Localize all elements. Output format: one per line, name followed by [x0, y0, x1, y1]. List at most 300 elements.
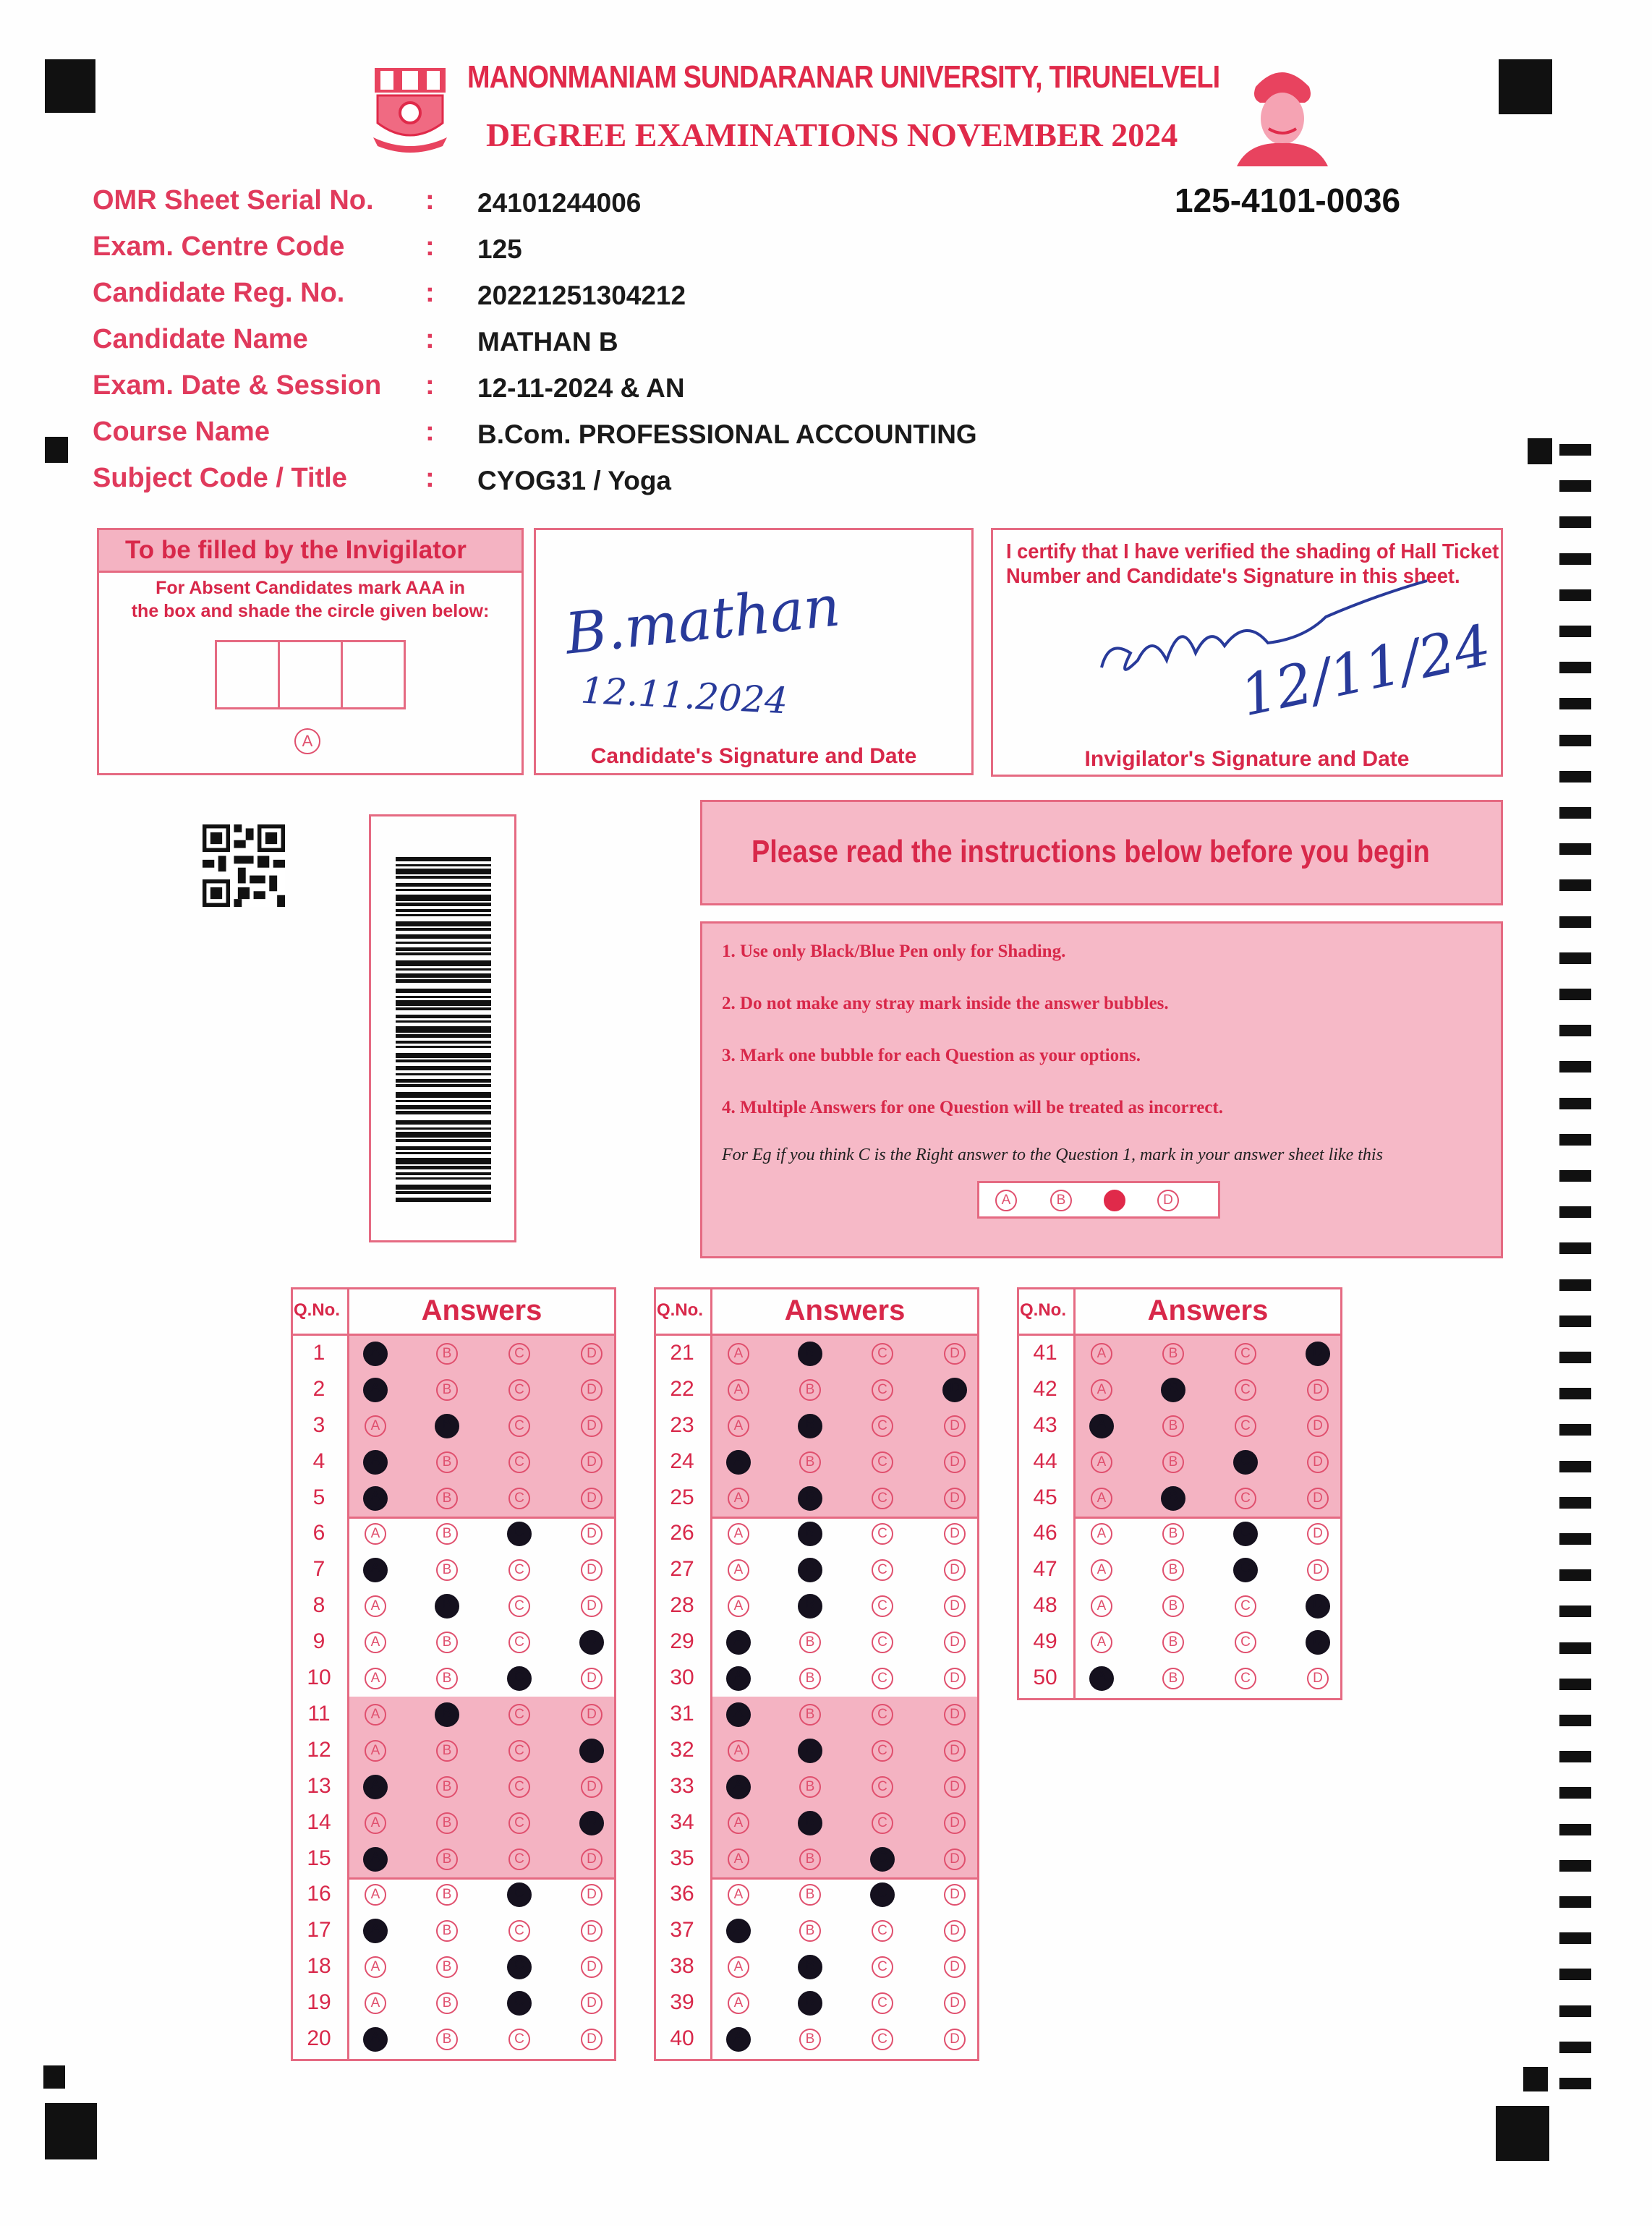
timing-mark: [1559, 589, 1591, 601]
answer-bubble-q38-c[interactable]: C: [872, 1956, 893, 1978]
answer-bubble-q22-d[interactable]: D: [942, 1378, 967, 1402]
barcode-bar: [396, 1084, 491, 1087]
answer-bubble-q19-a[interactable]: A: [365, 1992, 386, 2014]
answer-bubble-q2-a[interactable]: A: [363, 1378, 388, 1402]
barcode-bar: [396, 996, 491, 998]
answer-bubble-q25-b[interactable]: B: [798, 1486, 822, 1511]
corner-mark-bottom-left: [45, 2103, 97, 2159]
answer-bubble-q49-a[interactable]: A: [1091, 1632, 1112, 1653]
timing-mark: [1559, 989, 1591, 1000]
question-number: 1: [312, 1340, 325, 1365]
answer-bubble-q23-c[interactable]: C: [872, 1415, 893, 1437]
exam-title: DEGREE EXAMINATIONS NOVEMBER 2024: [486, 116, 1178, 153]
answer-bubble-q16-a[interactable]: A: [365, 1884, 386, 1906]
absent-instruction-line-2: the box and shade the circle given below:: [131, 601, 490, 621]
field-label: Candidate Reg. No.: [93, 278, 345, 308]
answer-bubble-q30-d[interactable]: D: [944, 1668, 966, 1689]
answer-bubble-q7-d[interactable]: D: [581, 1559, 603, 1581]
answer-bubble-q33-d[interactable]: D: [944, 1776, 966, 1798]
answer-bubble-q7-a[interactable]: A: [363, 1558, 388, 1582]
answer-bubble-q36-d[interactable]: D: [944, 1884, 966, 1906]
answer-bubble-q11-b[interactable]: B: [435, 1702, 459, 1727]
answer-bubble-q29-c[interactable]: C: [872, 1632, 893, 1653]
example-bubble-a: A: [995, 1190, 1017, 1211]
answer-bubble-q49-b[interactable]: B: [1162, 1632, 1184, 1653]
timing-mark: [1559, 1025, 1591, 1036]
answer-bubble-q48-d[interactable]: D: [1306, 1594, 1330, 1619]
answer-bubble-q15-b[interactable]: B: [436, 1848, 458, 1870]
answer-bubble-q6-c[interactable]: C: [507, 1522, 532, 1546]
question-number: 9: [312, 1629, 325, 1654]
answer-bubble-q5-b[interactable]: B: [436, 1488, 458, 1509]
answer-bubble-q7-c[interactable]: C: [508, 1559, 530, 1581]
barcode-bar: [396, 1034, 491, 1038]
shaded-band: [1076, 1336, 1340, 1517]
absent-code-box-2[interactable]: [280, 642, 343, 707]
certify-text-line-2: Number and Candidate's Signature in this sheet.: [1006, 565, 1460, 588]
answer-bubble-q28-c[interactable]: C: [872, 1595, 893, 1617]
answer-bubble-q9-a[interactable]: A: [365, 1632, 386, 1653]
answer-bubble-q5-d[interactable]: D: [581, 1488, 603, 1509]
answer-bubble-q24-a[interactable]: A: [726, 1450, 751, 1475]
answer-bubble-q45-a[interactable]: A: [1091, 1488, 1112, 1509]
answer-bubble-q41-b[interactable]: B: [1162, 1343, 1184, 1365]
answer-bubble-q1-a[interactable]: A: [363, 1342, 388, 1366]
answer-bubble-q7-b[interactable]: B: [436, 1559, 458, 1581]
answer-bubble-q10-b[interactable]: B: [436, 1668, 458, 1689]
instruction-2: 2. Do not make any stray mark inside the answer bubbles.: [722, 994, 1169, 1013]
timing-mark: [1559, 1061, 1591, 1073]
barcode-bar: [396, 876, 491, 879]
band-divider: [349, 1877, 614, 1880]
answer-bubble-q40-d[interactable]: D: [944, 2029, 966, 2050]
answer-bubble-q13-d[interactable]: D: [581, 1776, 603, 1798]
answer-bubble-q27-a[interactable]: A: [728, 1559, 749, 1581]
answer-bubble-q4-b[interactable]: B: [436, 1451, 458, 1473]
answer-bubble-q34-b[interactable]: B: [798, 1811, 822, 1835]
question-number: 37: [670, 1918, 694, 1943]
timing-mark: [1559, 735, 1591, 746]
answer-bubble-q50-b[interactable]: B: [1162, 1668, 1184, 1689]
instructions-heading-box: [700, 800, 1503, 905]
answer-bubble-q49-d[interactable]: D: [1306, 1630, 1330, 1655]
answer-bubble-q41-c[interactable]: C: [1235, 1343, 1256, 1365]
answer-bubble-q46-b[interactable]: B: [1162, 1523, 1184, 1545]
answer-bubble-q1-b[interactable]: B: [436, 1343, 458, 1365]
answer-bubble-q8-d[interactable]: D: [581, 1595, 603, 1617]
answer-bubble-q8-a[interactable]: A: [365, 1595, 386, 1617]
answer-bubble-q24-c[interactable]: C: [872, 1451, 893, 1473]
answer-bubble-q16-c[interactable]: C: [507, 1882, 532, 1907]
answer-bubble-q38-a[interactable]: A: [728, 1956, 749, 1978]
answer-bubble-q41-a[interactable]: A: [1091, 1343, 1112, 1365]
question-number: 46: [1033, 1521, 1057, 1545]
answer-bubble-q37-c[interactable]: C: [872, 1920, 893, 1942]
barcode-bar: [396, 1139, 491, 1142]
answer-bubble-q43-d[interactable]: D: [1307, 1415, 1329, 1437]
question-number: 25: [670, 1485, 694, 1509]
timing-mark: [1559, 2042, 1591, 2053]
answer-bubble-q30-a[interactable]: A: [726, 1666, 751, 1691]
answer-bubble-q41-d[interactable]: D: [1306, 1342, 1330, 1366]
answer-bubble-q50-c[interactable]: C: [1235, 1668, 1256, 1689]
field-colon: :: [425, 278, 435, 308]
answer-bubble-q39-a[interactable]: A: [728, 1992, 749, 2014]
answer-bubble-q33-b[interactable]: B: [799, 1776, 821, 1798]
answer-bubble-q44-c[interactable]: C: [1233, 1450, 1258, 1475]
answer-bubble-q47-c[interactable]: C: [1233, 1558, 1258, 1582]
candidate-signature-date: 12.11.2024: [579, 669, 789, 722]
answer-bubble-q31-d[interactable]: D: [944, 1704, 966, 1726]
answer-bubble-q1-c[interactable]: C: [508, 1343, 530, 1365]
answer-bubble-q25-d[interactable]: D: [944, 1488, 966, 1509]
answer-bubble-q43-b[interactable]: B: [1162, 1415, 1184, 1437]
answer-bubble-q50-d[interactable]: D: [1307, 1668, 1329, 1689]
answer-bubble-q47-d[interactable]: D: [1307, 1559, 1329, 1581]
question-number: 44: [1033, 1449, 1057, 1473]
answer-bubble-q29-d[interactable]: D: [944, 1632, 966, 1653]
answer-bubble-q39-c[interactable]: C: [872, 1992, 893, 2014]
answer-bubble-q40-b[interactable]: B: [799, 2029, 821, 2050]
answer-bubble-q4-c[interactable]: C: [508, 1451, 530, 1473]
answer-bubble-q45-c[interactable]: C: [1235, 1488, 1256, 1509]
answer-bubble-q21-d[interactable]: D: [944, 1343, 966, 1365]
corner-mark-bottom-right: [1496, 2106, 1549, 2161]
answer-bubble-q11-c[interactable]: C: [508, 1704, 530, 1726]
answer-bubble-q50-a[interactable]: A: [1089, 1666, 1114, 1691]
answer-bubble-q36-c[interactable]: C: [870, 1882, 895, 1907]
barcode-bar: [396, 1172, 491, 1175]
answer-bubble-q14-c[interactable]: C: [508, 1812, 530, 1834]
answer-bubble-q20-b[interactable]: B: [436, 2029, 458, 2050]
answer-bubble-q48-c[interactable]: C: [1235, 1595, 1256, 1617]
field-value: 125: [477, 234, 522, 264]
answer-bubble-q3-a[interactable]: A: [365, 1415, 386, 1437]
answer-bubble-q27-b[interactable]: B: [798, 1558, 822, 1582]
question-number: 7: [312, 1557, 325, 1582]
question-number: 24: [670, 1449, 694, 1473]
answer-bubble-q11-d[interactable]: D: [581, 1704, 603, 1726]
answer-bubble-q25-c[interactable]: C: [872, 1488, 893, 1509]
shaded-band: [712, 1697, 977, 1877]
answer-bubble-q39-d[interactable]: D: [944, 1992, 966, 2014]
answer-bubble-q37-b[interactable]: B: [799, 1920, 821, 1942]
answer-bubble-q36-a[interactable]: A: [728, 1884, 749, 1906]
answer-bubble-q16-b[interactable]: B: [436, 1884, 458, 1906]
answer-bubble-q12-c[interactable]: C: [508, 1740, 530, 1762]
answer-bubble-q23-a[interactable]: A: [728, 1415, 749, 1437]
answer-bubble-q30-b[interactable]: B: [799, 1668, 821, 1689]
answer-bubble-q24-d[interactable]: D: [944, 1451, 966, 1473]
answer-bubble-q26-c[interactable]: C: [872, 1523, 893, 1545]
answer-bubble-q9-b[interactable]: B: [436, 1632, 458, 1653]
answer-bubble-q5-a[interactable]: A: [363, 1486, 388, 1511]
question-number: 47: [1033, 1557, 1057, 1582]
question-number: 41: [1033, 1340, 1057, 1365]
answer-bubble-q26-a[interactable]: A: [728, 1523, 749, 1545]
answer-bubble-q18-c[interactable]: C: [507, 1955, 532, 1979]
absent-code-box-3[interactable]: [343, 642, 404, 707]
question-number: 21: [670, 1340, 694, 1365]
answer-bubble-q43-c[interactable]: C: [1235, 1415, 1256, 1437]
answer-bubble-q14-b[interactable]: B: [436, 1812, 458, 1834]
answer-bubble-q9-c[interactable]: C: [508, 1632, 530, 1653]
answer-bubble-q24-b[interactable]: B: [799, 1451, 821, 1473]
answer-bubble-q27-c[interactable]: C: [872, 1559, 893, 1581]
example-bubbles: [977, 1181, 1220, 1219]
answer-bubble-q28-b[interactable]: B: [798, 1594, 822, 1619]
example-bubble-d: D: [1157, 1190, 1179, 1211]
barcode-bar: [396, 928, 491, 931]
answer-bubble-q21-c[interactable]: C: [872, 1343, 893, 1365]
field-value: B.Com. PROFESSIONAL ACCOUNTING: [477, 419, 977, 449]
barcode-bar: [396, 903, 491, 906]
absent-instruction-line-1: For Absent Candidates mark AAA in: [156, 578, 465, 598]
answer-bubble-q35-c[interactable]: C: [870, 1847, 895, 1872]
answer-bubble-q40-c[interactable]: C: [872, 2029, 893, 2050]
answer-bubble-q37-d[interactable]: D: [944, 1920, 966, 1942]
timing-mark: [1559, 698, 1591, 709]
timing-mark: [1559, 516, 1591, 528]
question-number: 18: [307, 1954, 331, 1979]
answer-bubble-q18-a[interactable]: A: [365, 1956, 386, 1978]
answer-bubble-q34-c[interactable]: C: [872, 1812, 893, 1834]
barcode-bar: [396, 960, 491, 966]
answer-bubble-q10-a[interactable]: A: [365, 1668, 386, 1689]
answer-bubble-q47-a[interactable]: A: [1091, 1559, 1112, 1581]
instruction-3: 3. Mark one bubble for each Question as your options.: [722, 1046, 1141, 1065]
answer-bubble-q3-d[interactable]: D: [581, 1415, 603, 1437]
answer-bubble-q34-d[interactable]: D: [944, 1812, 966, 1834]
question-number: 42: [1033, 1376, 1057, 1401]
barcode-bar: [396, 1007, 491, 1010]
answer-bubble-q1-d[interactable]: D: [581, 1343, 603, 1365]
answer-bubble-q23-d[interactable]: D: [944, 1415, 966, 1437]
answer-bubble-q46-d[interactable]: D: [1307, 1523, 1329, 1545]
answer-bubble-q6-b[interactable]: B: [436, 1523, 458, 1545]
answers-header: Answers: [421, 1295, 542, 1326]
timing-mark: [1559, 1679, 1591, 1690]
answer-bubble-q8-b[interactable]: B: [435, 1594, 459, 1619]
barcode-bar: [396, 1073, 491, 1075]
side-mark-left-top: [45, 437, 68, 463]
answer-bubble-q37-a[interactable]: A: [726, 1919, 751, 1943]
absent-circle[interactable]: A: [294, 728, 320, 754]
answer-bubble-q32-b[interactable]: B: [798, 1739, 822, 1763]
answer-bubble-q32-c[interactable]: C: [872, 1740, 893, 1762]
answer-bubble-q17-a[interactable]: A: [363, 1919, 388, 1943]
timing-mark: [1559, 916, 1591, 928]
answer-bubble-q6-a[interactable]: A: [365, 1523, 386, 1545]
answer-bubble-q42-d[interactable]: D: [1307, 1379, 1329, 1401]
answer-bubble-q6-d[interactable]: D: [581, 1523, 603, 1545]
answer-bubble-q12-b[interactable]: B: [436, 1740, 458, 1762]
answer-bubble-q17-c[interactable]: C: [508, 1920, 530, 1942]
answer-bubble-q9-d[interactable]: D: [579, 1630, 604, 1655]
question-number: 38: [670, 1954, 694, 1979]
answer-bubble-q2-b[interactable]: B: [436, 1379, 458, 1401]
answer-bubble-q35-d[interactable]: D: [944, 1848, 966, 1870]
answer-bubble-q31-c[interactable]: C: [872, 1704, 893, 1726]
field-label: OMR Sheet Serial No.: [93, 185, 374, 216]
question-number: 36: [670, 1882, 694, 1906]
answer-bubble-q14-d[interactable]: D: [579, 1811, 604, 1835]
answer-bubble-q32-a[interactable]: A: [728, 1740, 749, 1762]
answer-bubble-q43-a[interactable]: A: [1089, 1414, 1114, 1438]
answer-bubble-q45-b[interactable]: B: [1161, 1486, 1185, 1511]
barcode-bar: [396, 895, 491, 901]
answer-bubble-q40-a[interactable]: A: [726, 2027, 751, 2052]
timing-mark: [1559, 480, 1591, 492]
answer-bubble-q21-b[interactable]: B: [798, 1342, 822, 1366]
answer-bubble-q16-d[interactable]: D: [581, 1884, 603, 1906]
answer-bubble-q34-a[interactable]: A: [728, 1812, 749, 1834]
answer-bubble-q10-d[interactable]: D: [581, 1668, 603, 1689]
answer-bubble-q26-b[interactable]: B: [798, 1522, 822, 1546]
answer-bubble-q42-b[interactable]: B: [1161, 1378, 1185, 1402]
answer-bubble-q10-c[interactable]: C: [507, 1666, 532, 1691]
answer-bubble-q31-a[interactable]: A: [726, 1702, 751, 1727]
answer-bubble-q39-b[interactable]: B: [798, 1991, 822, 2016]
answer-bubble-q22-a[interactable]: A: [728, 1379, 749, 1401]
question-number: 16: [307, 1882, 331, 1906]
answer-bubble-q22-c[interactable]: C: [872, 1379, 893, 1401]
answer-bubble-q14-a[interactable]: A: [365, 1812, 386, 1834]
answer-bubble-q45-d[interactable]: D: [1307, 1488, 1329, 1509]
barcode-bar: [396, 857, 491, 861]
answer-bubble-q42-c[interactable]: C: [1235, 1379, 1256, 1401]
answer-bubble-q29-b[interactable]: B: [799, 1632, 821, 1653]
answer-bubble-q2-d[interactable]: D: [581, 1379, 603, 1401]
answer-bubble-q46-a[interactable]: A: [1091, 1523, 1112, 1545]
answer-bubble-q20-a[interactable]: A: [363, 2027, 388, 2052]
answer-bubble-q48-b[interactable]: B: [1162, 1595, 1184, 1617]
band-divider: [349, 1517, 614, 1519]
side-mark-right-bottom: [1523, 2067, 1548, 2091]
answer-bubble-q15-d[interactable]: D: [581, 1848, 603, 1870]
answer-bubble-q44-a[interactable]: A: [1091, 1451, 1112, 1473]
timing-mark: [1559, 1497, 1591, 1509]
answer-bubble-q33-c[interactable]: C: [872, 1776, 893, 1798]
answer-bubble-q18-d[interactable]: D: [581, 1956, 603, 1978]
answer-bubble-q17-b[interactable]: B: [436, 1920, 458, 1942]
invigilator-box: [97, 528, 524, 775]
barcode-bar: [396, 947, 491, 951]
timing-mark: [1559, 879, 1591, 891]
answer-bubble-q3-c[interactable]: C: [508, 1415, 530, 1437]
answer-bubble-q12-d[interactable]: D: [579, 1739, 604, 1763]
answer-bubble-q19-b[interactable]: B: [436, 1992, 458, 2014]
question-number: 10: [307, 1666, 331, 1690]
answer-bubble-q27-d[interactable]: D: [944, 1559, 966, 1581]
barcode-bar: [396, 864, 491, 866]
question-number: 15: [307, 1846, 331, 1870]
barcode-bar: [396, 1158, 491, 1164]
field-label: Candidate Name: [93, 324, 308, 354]
answer-bubble-q18-b[interactable]: B: [436, 1956, 458, 1978]
answer-bubble-q17-d[interactable]: D: [581, 1920, 603, 1942]
field-colon: :: [425, 185, 435, 216]
answer-bubble-q28-d[interactable]: D: [944, 1595, 966, 1617]
field-value: CYOG31 / Yoga: [477, 466, 671, 495]
answer-bubble-q42-a[interactable]: A: [1091, 1379, 1112, 1401]
answer-bubble-q4-d[interactable]: D: [581, 1451, 603, 1473]
instruction-4: 4. Multiple Answers for one Question will be treated as incorrect.: [722, 1098, 1223, 1117]
answer-bubble-q49-c[interactable]: C: [1235, 1632, 1256, 1653]
answer-bubble-q19-c[interactable]: C: [507, 1991, 532, 2016]
answer-bubble-q47-b[interactable]: B: [1162, 1559, 1184, 1581]
university-name: MANONMANIAM SUNDARANAR UNIVERSITY, TIRUNELVELI: [467, 59, 1220, 95]
question-number: 48: [1033, 1593, 1057, 1618]
field-colon: :: [425, 370, 435, 401]
answer-bubble-q38-b[interactable]: B: [798, 1955, 822, 1979]
answer-bubble-q29-a[interactable]: A: [726, 1630, 751, 1655]
answer-bubble-q3-b[interactable]: B: [435, 1414, 459, 1438]
timing-mark: [1559, 662, 1591, 673]
answer-bubble-q11-a[interactable]: A: [365, 1704, 386, 1726]
answer-bubble-q36-b[interactable]: B: [799, 1884, 821, 1906]
answer-bubble-q22-b[interactable]: B: [799, 1379, 821, 1401]
answer-bubble-q46-c[interactable]: C: [1233, 1522, 1258, 1546]
barcode-bar: [396, 942, 491, 944]
answer-bubble-q2-c[interactable]: C: [508, 1379, 530, 1401]
timing-mark: [1559, 1170, 1591, 1182]
invigilator-signature-caption: Invigilator's Signature and Date: [1084, 747, 1410, 771]
answer-bubble-q30-c[interactable]: C: [872, 1668, 893, 1689]
answer-bubble-q20-c[interactable]: C: [508, 2029, 530, 2050]
answer-bubble-q44-d[interactable]: D: [1307, 1451, 1329, 1473]
answer-bubble-q13-c[interactable]: C: [508, 1776, 530, 1798]
answer-bubble-q31-b[interactable]: B: [799, 1704, 821, 1726]
answer-bubble-q35-b[interactable]: B: [799, 1848, 821, 1870]
university-emblem: [370, 62, 450, 156]
timing-mark: [1559, 1787, 1591, 1799]
answer-bubble-q13-b[interactable]: B: [436, 1776, 458, 1798]
answer-bubble-q32-d[interactable]: D: [944, 1740, 966, 1762]
shaded-band: [349, 1697, 614, 1877]
answer-bubble-q25-a[interactable]: A: [728, 1488, 749, 1509]
barcode-bar: [396, 1092, 491, 1098]
answer-bubble-q8-c[interactable]: C: [508, 1595, 530, 1617]
answer-bubble-q20-d[interactable]: D: [581, 2029, 603, 2050]
question-number: 14: [307, 1809, 331, 1834]
answer-bubble-q19-d[interactable]: D: [581, 1992, 603, 2014]
answer-bubble-q48-a[interactable]: A: [1091, 1595, 1112, 1617]
answer-bubble-q28-a[interactable]: A: [728, 1595, 749, 1617]
question-number: 4: [312, 1449, 325, 1473]
invigilator-signature-date: 12/11/24: [1235, 613, 1496, 730]
answer-bubble-q4-a[interactable]: A: [363, 1450, 388, 1475]
answer-bubble-q13-a[interactable]: A: [363, 1775, 388, 1799]
absent-code-box-1[interactable]: [217, 642, 280, 707]
answer-bubble-q5-c[interactable]: C: [508, 1488, 530, 1509]
answer-bubble-q44-b[interactable]: B: [1162, 1451, 1184, 1473]
answer-bubble-q15-a[interactable]: A: [363, 1847, 388, 1872]
question-number: 34: [670, 1809, 694, 1834]
answer-bubble-q26-d[interactable]: D: [944, 1523, 966, 1545]
barcode-box: [369, 814, 516, 1242]
answer-bubble-q21-a[interactable]: A: [728, 1343, 749, 1365]
side-mark-right-top: [1528, 438, 1552, 464]
answer-bubble-q38-d[interactable]: D: [944, 1956, 966, 1978]
answer-bubble-q35-a[interactable]: A: [728, 1848, 749, 1870]
answer-bubble-q12-a[interactable]: A: [365, 1740, 386, 1762]
answer-bubble-q33-a[interactable]: A: [726, 1775, 751, 1799]
barcode-bar: [396, 1146, 491, 1150]
answer-bubble-q23-b[interactable]: B: [798, 1414, 822, 1438]
answer-bubble-q15-c[interactable]: C: [508, 1848, 530, 1870]
field-value: 20221251304212: [477, 281, 686, 310]
